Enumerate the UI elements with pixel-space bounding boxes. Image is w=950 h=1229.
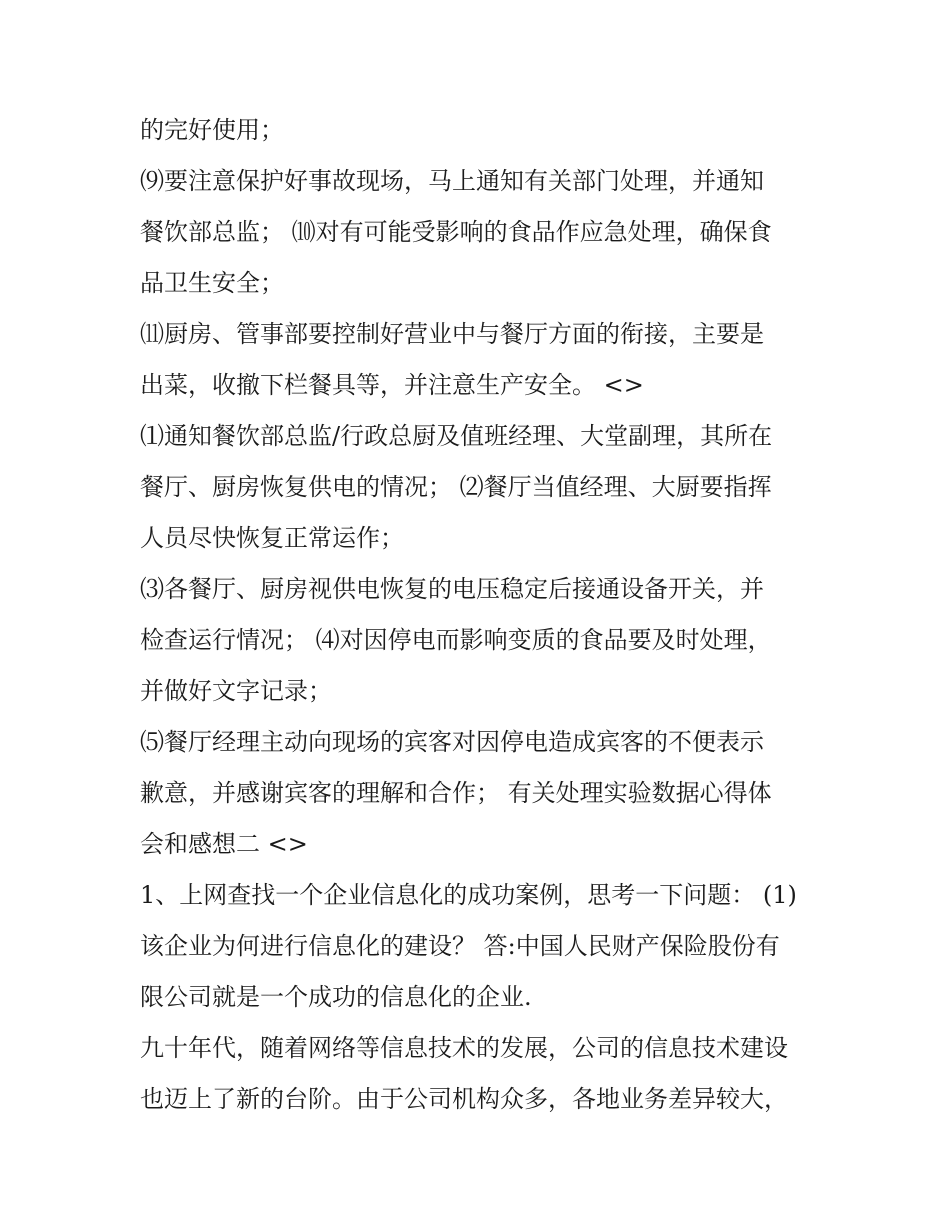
text-line: 会和感想二 <>: [140, 830, 308, 858]
text-line: 餐厅、厨房恢复供电的情况； ⑵餐厅当值经理、大厨要指挥: [140, 473, 772, 501]
text-line: 人员尽快恢复正常运作；: [140, 524, 404, 552]
text-line: 餐饮部总监； ⑽对有可能受影响的食品作应急处理，确保食: [140, 218, 772, 246]
text-line: 限公司就是一个成功的信息化的企业.: [140, 983, 532, 1011]
text-line: 九十年代，随着网络等信息技术的发展，公司的信息技术建设: [140, 1034, 788, 1062]
text-line: 1、上网查找一个企业信息化的成功案例，思考一下问题： (1): [140, 881, 797, 909]
text-line: ⑶各餐厅、厨房视供电恢复的电压稳定后接通设备开关，并: [140, 575, 764, 603]
document-body: [140, 105, 830, 1125]
text-line: ⑴通知餐饮部总监/行政总厨及值班经理、大堂副理，其所在: [140, 422, 773, 450]
text-line: 出菜，收撤下栏餐具等，并注意生产安全。 <>: [140, 371, 644, 399]
text-line: ⑾厨房、管事部要控制好营业中与餐厅方面的衔接，主要是: [140, 320, 764, 348]
text-line: 该企业为何进行信息化的建设？ 答:中国人民财产保险股份有: [140, 932, 780, 960]
text-line: 检查运行情况； ⑷对因停电而影响变质的食品要及时处理，: [140, 626, 772, 654]
text-line: 品卫生安全；: [140, 269, 284, 297]
text-line: 并做好文字记录；: [140, 677, 332, 705]
text-line: 歉意，并感谢宾客的理解和合作； 有关处理实验数据心得体: [140, 779, 772, 807]
text-line: 也迈上了新的台阶。由于公司机构众多，各地业务差异较大，: [140, 1085, 788, 1113]
text-line: ⑼要注意保护好事故现场，马上通知有关部门处理，并通知: [140, 167, 764, 195]
text-line: 的完好使用；: [140, 116, 284, 144]
text-line: ⑸餐厅经理主动向现场的宾客对因停电造成宾客的不便表示: [140, 728, 764, 756]
